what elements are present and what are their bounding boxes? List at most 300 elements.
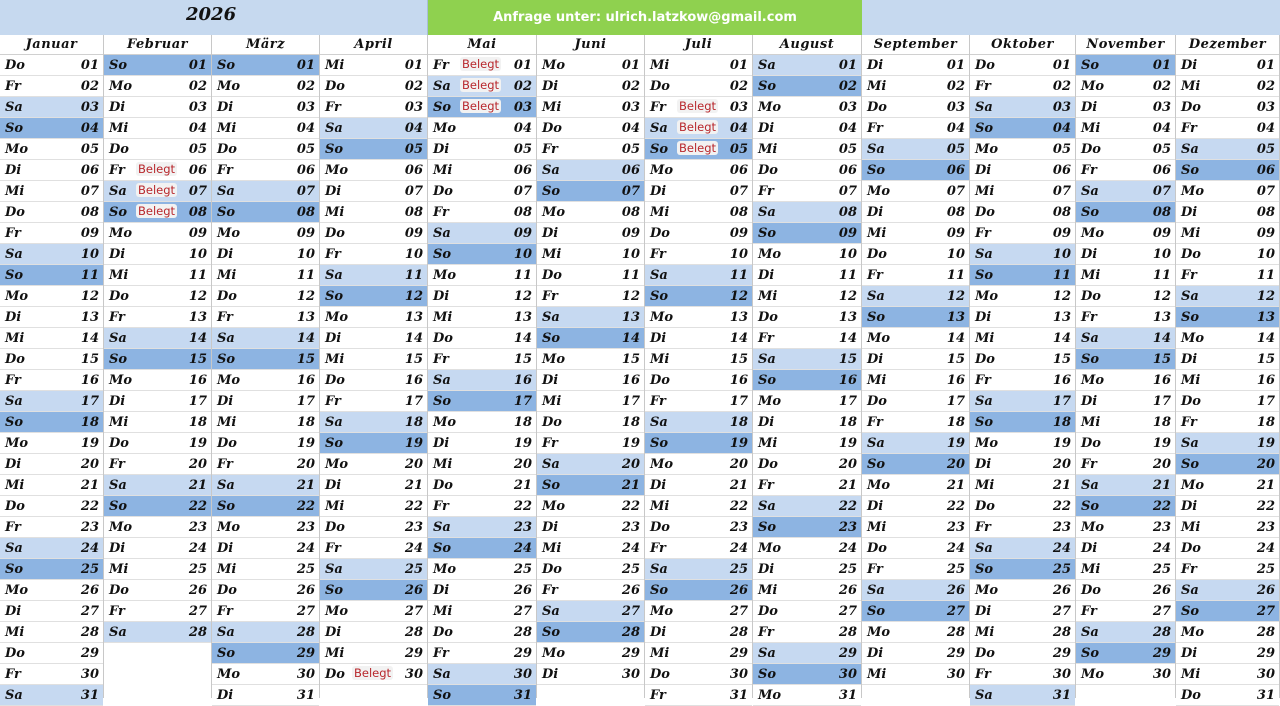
month-column-august — [753, 35, 862, 703]
weekday-label: So — [650, 583, 669, 598]
day-cell — [1176, 76, 1279, 97]
weekday-label: Do — [5, 58, 25, 73]
day-number: 02 — [404, 79, 423, 94]
day-number: 26 — [1152, 583, 1171, 598]
day-number: 05 — [1152, 142, 1171, 157]
day-cell — [1176, 664, 1279, 685]
day-cell — [104, 433, 211, 454]
day-cell — [428, 517, 536, 538]
day-number: 06 — [188, 163, 207, 178]
weekday-label: Di — [758, 562, 775, 577]
day-cell — [1176, 370, 1279, 391]
day-cell — [320, 433, 427, 454]
day-number: 13 — [621, 310, 640, 325]
day-number: 30 — [80, 667, 99, 682]
day-number: 19 — [404, 436, 423, 451]
weekday-label: Mi — [109, 415, 129, 430]
day-cell — [104, 244, 211, 265]
weekday-label: Di — [5, 163, 22, 178]
weekday-label: Fr — [1181, 415, 1197, 430]
day-cell — [212, 118, 319, 139]
contact-banner — [428, 0, 862, 35]
day-cell — [753, 265, 861, 286]
day-number: 03 — [946, 100, 965, 115]
day-number: 28 — [838, 625, 857, 640]
day-number: 06 — [1052, 163, 1071, 178]
day-cell — [428, 559, 536, 580]
day-number: 17 — [80, 394, 99, 409]
weekday-label: Mo — [758, 100, 782, 115]
day-cell — [428, 97, 536, 118]
weekday-label: Mo — [542, 499, 566, 514]
day-cell — [1076, 559, 1175, 580]
day-number: 15 — [838, 352, 857, 367]
day-cell — [645, 139, 752, 160]
weekday-label: Mi — [217, 268, 237, 283]
day-cell — [537, 307, 644, 328]
weekday-label: Mo — [325, 457, 349, 472]
day-number: 10 — [296, 247, 315, 262]
weekday-label: So — [217, 646, 236, 661]
weekday-label: Mi — [433, 457, 453, 472]
day-number: 01 — [621, 58, 640, 73]
weekday-label: Mo — [433, 415, 457, 430]
weekday-label: Mo — [1181, 625, 1205, 640]
weekday-label: Fr — [758, 478, 774, 493]
day-number: 03 — [1052, 100, 1071, 115]
weekday-label: Mo — [217, 226, 241, 241]
belegt-badge: Belegt — [462, 99, 500, 113]
weekday-label: Fr — [433, 646, 449, 661]
weekday-label: So — [217, 352, 236, 367]
day-cell — [970, 202, 1075, 223]
weekday-label: Fr — [975, 79, 991, 94]
day-cell — [753, 307, 861, 328]
day-cell — [104, 517, 211, 538]
day-cell — [0, 517, 103, 538]
day-number: 26 — [838, 583, 857, 598]
day-cell — [1076, 580, 1175, 601]
day-number: 30 — [1152, 667, 1171, 682]
day-cell — [862, 160, 969, 181]
day-cell — [862, 664, 969, 685]
weekday-label: Mi — [758, 583, 778, 598]
day-cell — [645, 433, 752, 454]
day-number: 27 — [80, 604, 99, 619]
weekday-label: So — [1181, 604, 1200, 619]
day-number: 30 — [729, 667, 748, 682]
weekday-label: Mi — [109, 121, 129, 136]
day-number: 31 — [513, 688, 532, 703]
day-number: 09 — [946, 226, 965, 241]
month-name: Juli — [645, 35, 752, 55]
month-name: Oktober — [970, 35, 1075, 55]
day-number: 22 — [729, 499, 748, 514]
day-cell — [428, 622, 536, 643]
day-number: 02 — [1052, 79, 1071, 94]
day-number: 30 — [513, 667, 532, 682]
day-number: 28 — [80, 625, 99, 640]
weekday-label: Sa — [217, 331, 235, 346]
day-number: 08 — [188, 205, 207, 220]
day-number: 09 — [80, 226, 99, 241]
weekday-label: Di — [758, 121, 775, 136]
day-cell — [1076, 223, 1175, 244]
day-cell — [537, 244, 644, 265]
weekday-label: Mo — [217, 373, 241, 388]
day-cell — [0, 475, 103, 496]
weekday-label: Mo — [867, 478, 891, 493]
day-number: 15 — [1052, 352, 1071, 367]
weekday-label: Fr — [975, 667, 991, 682]
day-cell — [1076, 55, 1175, 76]
weekday-label: Mo — [1181, 331, 1205, 346]
day-number: 09 — [1052, 226, 1071, 241]
day-cell — [645, 454, 752, 475]
weekday-label: Di — [325, 184, 342, 199]
weekday-label: Mi — [109, 562, 129, 577]
day-number: 26 — [1256, 583, 1275, 598]
day-cell — [104, 349, 211, 370]
weekday-label: Do — [867, 541, 887, 556]
day-cell — [0, 160, 103, 181]
weekday-label: So — [433, 688, 452, 703]
day-number: 04 — [1052, 121, 1071, 136]
day-cell — [212, 622, 319, 643]
weekday-label: Fr — [433, 499, 449, 514]
header-filler — [862, 0, 1280, 35]
day-cell — [753, 601, 861, 622]
day-number: 28 — [513, 625, 532, 640]
day-cell — [1076, 265, 1175, 286]
day-number: 23 — [1152, 520, 1171, 535]
day-cell — [970, 622, 1075, 643]
day-cell — [212, 202, 319, 223]
weekday-label: Sa — [433, 667, 451, 682]
weekday-label: Do — [758, 163, 778, 178]
day-cell — [970, 244, 1075, 265]
day-cell — [645, 118, 752, 139]
day-number: 27 — [838, 604, 857, 619]
weekday-label: Mi — [325, 205, 345, 220]
weekday-label: Sa — [109, 478, 127, 493]
day-number: 07 — [296, 184, 315, 199]
day-cell — [320, 160, 427, 181]
day-number: 08 — [621, 205, 640, 220]
weekday-label: Mo — [975, 142, 999, 157]
weekday-label: Mi — [1181, 520, 1201, 535]
day-cell — [104, 580, 211, 601]
day-cell — [970, 139, 1075, 160]
day-cell — [212, 433, 319, 454]
day-number: 26 — [1052, 583, 1071, 598]
day-number: 06 — [1152, 163, 1171, 178]
weekday-label: Sa — [542, 310, 560, 325]
day-number: 23 — [80, 520, 99, 535]
day-number: 03 — [1256, 100, 1275, 115]
day-number: 29 — [1152, 646, 1171, 661]
weekday-label: Mi — [542, 247, 562, 262]
day-cell — [1076, 307, 1175, 328]
weekday-label: So — [109, 58, 128, 73]
weekday-label: Di — [109, 394, 126, 409]
weekday-label: Mo — [542, 646, 566, 661]
day-number: 13 — [296, 310, 315, 325]
day-cell — [212, 244, 319, 265]
day-cell — [320, 307, 427, 328]
day-cell — [0, 139, 103, 160]
weekday-label: Mi — [758, 142, 778, 157]
weekday-label: Do — [650, 226, 670, 241]
weekday-label: Do — [1181, 394, 1201, 409]
day-number: 27 — [404, 604, 423, 619]
weekday-label: So — [650, 289, 669, 304]
day-cell — [970, 643, 1075, 664]
weekday-label: Di — [5, 310, 22, 325]
day-cell — [1176, 496, 1279, 517]
weekday-label: Do — [109, 583, 129, 598]
day-cell — [862, 622, 969, 643]
day-number: 04 — [621, 121, 640, 136]
weekday-label: So — [325, 289, 344, 304]
weekday-label: So — [1181, 310, 1200, 325]
month-name: Dezember — [1176, 35, 1279, 55]
weekday-label: Sa — [867, 436, 885, 451]
day-number: 14 — [404, 331, 423, 346]
day-cell — [0, 433, 103, 454]
weekday-label: Do — [1081, 583, 1101, 598]
month-column-februar — [104, 35, 212, 698]
day-cell — [104, 265, 211, 286]
day-number: 31 — [80, 688, 99, 703]
day-cell — [212, 328, 319, 349]
day-number: 14 — [188, 331, 207, 346]
day-cell — [645, 664, 752, 685]
weekday-label: Mo — [325, 163, 349, 178]
day-cell — [1176, 307, 1279, 328]
day-cell — [1076, 349, 1175, 370]
day-number: 20 — [188, 457, 207, 472]
day-cell — [1076, 391, 1175, 412]
day-number: 13 — [1152, 310, 1171, 325]
day-cell — [970, 55, 1075, 76]
weekday-label: Mo — [867, 331, 891, 346]
day-cell — [212, 307, 319, 328]
day-cell — [428, 55, 536, 76]
day-number: 11 — [621, 268, 640, 283]
day-number: 29 — [80, 646, 99, 661]
day-cell — [0, 496, 103, 517]
day-number: 04 — [729, 121, 748, 136]
day-number: 11 — [513, 268, 532, 283]
weekday-label: Di — [975, 604, 992, 619]
day-number: 21 — [1052, 478, 1071, 493]
day-cell — [0, 244, 103, 265]
day-number: 26 — [404, 583, 423, 598]
day-number: 09 — [1152, 226, 1171, 241]
weekday-label: Mo — [1081, 226, 1105, 241]
weekday-label: Di — [325, 625, 342, 640]
day-cell — [320, 349, 427, 370]
weekday-label: Do — [217, 583, 237, 598]
day-cell — [537, 202, 644, 223]
weekday-label: Do — [1081, 142, 1101, 157]
weekday-label: Do — [1181, 688, 1201, 703]
weekday-label: Sa — [867, 142, 885, 157]
day-number: 24 — [513, 541, 532, 556]
weekday-label: Fr — [5, 373, 21, 388]
day-cell — [537, 328, 644, 349]
day-cell — [645, 643, 752, 664]
day-cell — [862, 643, 969, 664]
day-cell — [0, 643, 103, 664]
day-cell — [537, 412, 644, 433]
day-number: 18 — [80, 415, 99, 430]
weekday-label: Do — [542, 121, 562, 136]
weekday-label: So — [1181, 457, 1200, 472]
weekday-label: Fr — [5, 520, 21, 535]
day-cell — [537, 370, 644, 391]
day-number: 15 — [296, 352, 315, 367]
day-cell — [1176, 580, 1279, 601]
day-cell — [104, 454, 211, 475]
weekday-label: Do — [325, 520, 345, 535]
day-number: 20 — [1256, 457, 1275, 472]
day-number: 09 — [838, 226, 857, 241]
day-number: 24 — [621, 541, 640, 556]
day-number: 14 — [621, 331, 640, 346]
day-number: 12 — [621, 289, 640, 304]
day-number: 10 — [621, 247, 640, 262]
day-cell — [320, 370, 427, 391]
day-cell — [0, 349, 103, 370]
day-cell — [970, 118, 1075, 139]
day-cell — [1176, 160, 1279, 181]
day-number: 02 — [946, 79, 965, 94]
day-cell — [428, 286, 536, 307]
month-column-juli — [645, 35, 753, 703]
weekday-label: Do — [109, 142, 129, 157]
day-number: 13 — [188, 310, 207, 325]
day-number: 29 — [621, 646, 640, 661]
day-number: 06 — [296, 163, 315, 178]
weekday-label: Di — [5, 457, 22, 472]
day-number: 08 — [946, 205, 965, 220]
weekday-label: So — [867, 457, 886, 472]
day-number: 23 — [1052, 520, 1071, 535]
day-cell — [0, 454, 103, 475]
day-number: 17 — [729, 394, 748, 409]
day-number: 01 — [188, 58, 207, 73]
day-number: 18 — [513, 415, 532, 430]
weekday-label: So — [650, 436, 669, 451]
day-number: 18 — [404, 415, 423, 430]
weekday-label: Mo — [109, 226, 133, 241]
weekday-label: Mi — [1081, 415, 1101, 430]
day-cell — [1176, 601, 1279, 622]
day-number: 16 — [946, 373, 965, 388]
day-number: 23 — [1256, 520, 1275, 535]
day-number: 07 — [621, 184, 640, 199]
weekday-label: Di — [1181, 499, 1198, 514]
weekday-label: Di — [433, 436, 450, 451]
day-cell — [104, 97, 211, 118]
day-cell — [104, 412, 211, 433]
weekday-label: So — [542, 625, 561, 640]
day-cell — [0, 538, 103, 559]
weekday-label: Do — [867, 247, 887, 262]
weekday-label: Mo — [109, 79, 133, 94]
day-cell — [428, 601, 536, 622]
weekday-label: So — [217, 58, 236, 73]
day-cell — [970, 286, 1075, 307]
day-number: 29 — [296, 646, 315, 661]
weekday-label: Di — [758, 415, 775, 430]
weekday-label: Mi — [5, 478, 25, 493]
weekday-label: Di — [867, 499, 884, 514]
day-cell — [862, 97, 969, 118]
day-number: 27 — [188, 604, 207, 619]
day-cell — [862, 496, 969, 517]
day-number: 24 — [1052, 541, 1071, 556]
weekday-label: Fr — [650, 394, 666, 409]
belegt-badge: Belegt — [138, 204, 176, 218]
day-number: 12 — [729, 289, 748, 304]
day-number: 11 — [1256, 268, 1275, 283]
day-cell — [645, 76, 752, 97]
belegt-badge: Belegt — [679, 141, 717, 155]
day-number: 17 — [838, 394, 857, 409]
weekday-label: So — [1081, 205, 1100, 220]
day-cell — [1076, 286, 1175, 307]
weekday-label: So — [758, 520, 777, 535]
day-cell — [862, 349, 969, 370]
day-number: 08 — [1152, 205, 1171, 220]
day-number: 26 — [80, 583, 99, 598]
day-cell — [645, 328, 752, 349]
weekday-label: Mi — [217, 415, 237, 430]
day-number: 17 — [621, 394, 640, 409]
day-cell — [1076, 454, 1175, 475]
day-number: 28 — [404, 625, 423, 640]
weekday-label: Di — [650, 331, 667, 346]
weekday-label: Di — [325, 478, 342, 493]
day-cell — [428, 580, 536, 601]
day-cell — [320, 496, 427, 517]
weekday-label: Di — [1181, 205, 1198, 220]
weekday-label: Mo — [1081, 373, 1105, 388]
weekday-label: Fr — [758, 331, 774, 346]
day-number: 01 — [1256, 58, 1275, 73]
day-cell — [428, 391, 536, 412]
weekday-label: Mi — [1181, 373, 1201, 388]
weekday-label: Mo — [109, 373, 133, 388]
weekday-label: Sa — [867, 583, 885, 598]
weekday-label: Mi — [975, 184, 995, 199]
day-number: 15 — [80, 352, 99, 367]
weekday-label: Di — [1181, 58, 1198, 73]
weekday-label: Do — [867, 394, 887, 409]
day-number: 05 — [188, 142, 207, 157]
day-number: 29 — [729, 646, 748, 661]
weekday-label: So — [433, 247, 452, 262]
month-column-november — [1076, 35, 1176, 698]
weekday-label: Mi — [650, 646, 670, 661]
day-cell — [537, 538, 644, 559]
day-cell — [537, 496, 644, 517]
weekday-label: Sa — [1181, 289, 1199, 304]
day-number: 11 — [838, 268, 857, 283]
